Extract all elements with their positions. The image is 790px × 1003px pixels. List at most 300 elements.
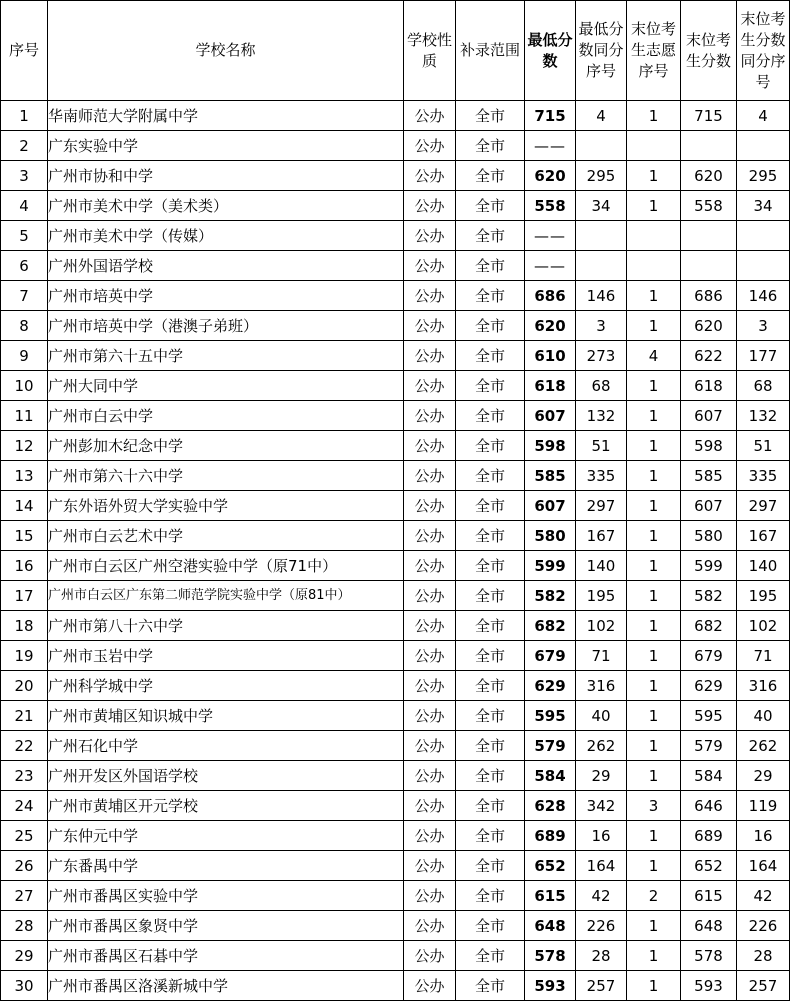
cell-last-score: 580 bbox=[681, 521, 737, 551]
cell-last-score: 689 bbox=[681, 821, 737, 851]
table-row bbox=[1, 371, 790, 401]
cell-scope: 全市 bbox=[456, 131, 525, 161]
cell-last-score: 585 bbox=[681, 461, 737, 491]
cell-no: 15 bbox=[1, 521, 48, 551]
cell-no: 7 bbox=[1, 281, 48, 311]
cell-school-type: 公办 bbox=[404, 131, 456, 161]
cell-scope: 全市 bbox=[456, 731, 525, 761]
cell-last-rank: 40 bbox=[737, 701, 790, 731]
header-school-type: 学校性质 bbox=[404, 1, 456, 101]
cell-last-wish: 1 bbox=[627, 161, 681, 191]
cell-scope: 全市 bbox=[456, 701, 525, 731]
cell-min-score: 620 bbox=[525, 311, 576, 341]
cell-min-score: 607 bbox=[525, 401, 576, 431]
cell-last-score: 618 bbox=[681, 371, 737, 401]
cell-min-rank: 16 bbox=[576, 821, 627, 851]
cell-min-rank: 146 bbox=[576, 281, 627, 311]
cell-school-name: 华南师范大学附属中学 bbox=[48, 101, 404, 131]
cell-min-rank bbox=[576, 251, 627, 281]
cell-last-rank: 132 bbox=[737, 401, 790, 431]
cell-min-rank: 102 bbox=[576, 611, 627, 641]
cell-school-type: 公办 bbox=[404, 491, 456, 521]
header-min-score: 最低分数 bbox=[525, 1, 576, 101]
cell-min-rank: 342 bbox=[576, 791, 627, 821]
cell-school-name: 广东实验中学 bbox=[48, 131, 404, 161]
cell-no: 10 bbox=[1, 371, 48, 401]
cell-min-rank: 71 bbox=[576, 641, 627, 671]
cell-scope: 全市 bbox=[456, 851, 525, 881]
cell-last-wish: 1 bbox=[627, 431, 681, 461]
cell-no: 11 bbox=[1, 401, 48, 431]
cell-school-type: 公办 bbox=[404, 431, 456, 461]
cell-last-wish: 1 bbox=[627, 641, 681, 671]
cell-last-wish: 1 bbox=[627, 581, 681, 611]
cell-no: 18 bbox=[1, 611, 48, 641]
cell-scope: 全市 bbox=[456, 911, 525, 941]
cell-scope: 全市 bbox=[456, 671, 525, 701]
cell-scope: 全市 bbox=[456, 311, 525, 341]
cell-min-score: 578 bbox=[525, 941, 576, 971]
table-row bbox=[1, 851, 790, 881]
cell-no: 14 bbox=[1, 491, 48, 521]
cell-no: 1 bbox=[1, 101, 48, 131]
header-last-score: 末位考生分数 bbox=[681, 1, 737, 101]
cell-last-wish: 1 bbox=[627, 701, 681, 731]
header-row bbox=[1, 1, 790, 101]
cell-school-type: 公办 bbox=[404, 701, 456, 731]
cell-school-name: 广州外国语学校 bbox=[48, 251, 404, 281]
cell-school-type: 公办 bbox=[404, 791, 456, 821]
table-row bbox=[1, 521, 790, 551]
cell-scope: 全市 bbox=[456, 251, 525, 281]
cell-min-rank: 167 bbox=[576, 521, 627, 551]
cell-school-type: 公办 bbox=[404, 521, 456, 551]
cell-min-rank: 132 bbox=[576, 401, 627, 431]
header-scope: 补录范围 bbox=[456, 1, 525, 101]
cell-min-rank bbox=[576, 221, 627, 251]
cell-last-score: 582 bbox=[681, 581, 737, 611]
cell-no: 6 bbox=[1, 251, 48, 281]
cell-school-name: 广州市白云区广东第二师范学院实验中学（原81中） bbox=[48, 581, 404, 611]
table-row bbox=[1, 881, 790, 911]
cell-min-score: 648 bbox=[525, 911, 576, 941]
table-row bbox=[1, 911, 790, 941]
cell-last-score: 622 bbox=[681, 341, 737, 371]
cell-no: 29 bbox=[1, 941, 48, 971]
cell-last-rank: 68 bbox=[737, 371, 790, 401]
cell-last-rank: 316 bbox=[737, 671, 790, 701]
table-row bbox=[1, 191, 790, 221]
cell-last-score: 578 bbox=[681, 941, 737, 971]
header-school-name: 学校名称 bbox=[48, 1, 404, 101]
cell-min-rank: 195 bbox=[576, 581, 627, 611]
cell-min-score: 558 bbox=[525, 191, 576, 221]
cell-last-score: 646 bbox=[681, 791, 737, 821]
cell-last-rank bbox=[737, 131, 790, 161]
cell-last-wish: 1 bbox=[627, 401, 681, 431]
table-row bbox=[1, 161, 790, 191]
cell-school-type: 公办 bbox=[404, 911, 456, 941]
table-row bbox=[1, 131, 790, 161]
cell-min-rank: 68 bbox=[576, 371, 627, 401]
cell-school-type: 公办 bbox=[404, 281, 456, 311]
cell-min-rank: 273 bbox=[576, 341, 627, 371]
cell-school-type: 公办 bbox=[404, 251, 456, 281]
cell-min-rank: 34 bbox=[576, 191, 627, 221]
cell-last-score: 593 bbox=[681, 971, 737, 1001]
cell-min-score: 580 bbox=[525, 521, 576, 551]
cell-last-score: 648 bbox=[681, 911, 737, 941]
cell-school-type: 公办 bbox=[404, 221, 456, 251]
cell-last-rank: 3 bbox=[737, 311, 790, 341]
table-row bbox=[1, 341, 790, 371]
cell-school-type: 公办 bbox=[404, 971, 456, 1001]
cell-school-name: 广州市白云中学 bbox=[48, 401, 404, 431]
cell-last-rank: 146 bbox=[737, 281, 790, 311]
cell-min-score: —— bbox=[525, 221, 576, 251]
cell-school-name: 广州市白云区广州空港实验中学（原71中） bbox=[48, 551, 404, 581]
cell-scope: 全市 bbox=[456, 941, 525, 971]
cell-no: 26 bbox=[1, 851, 48, 881]
cell-school-name: 广州市第八十六中学 bbox=[48, 611, 404, 641]
cell-scope: 全市 bbox=[456, 431, 525, 461]
cell-min-score: —— bbox=[525, 131, 576, 161]
cell-school-name: 广东番禺中学 bbox=[48, 851, 404, 881]
cell-school-name: 广州市培英中学 bbox=[48, 281, 404, 311]
table-row bbox=[1, 971, 790, 1001]
cell-school-name: 广州市黄埔区知识城中学 bbox=[48, 701, 404, 731]
cell-last-score: 629 bbox=[681, 671, 737, 701]
cell-last-score: 599 bbox=[681, 551, 737, 581]
cell-last-rank: 226 bbox=[737, 911, 790, 941]
cell-scope: 全市 bbox=[456, 161, 525, 191]
table-row bbox=[1, 731, 790, 761]
cell-school-type: 公办 bbox=[404, 761, 456, 791]
cell-no: 17 bbox=[1, 581, 48, 611]
cell-min-rank: 3 bbox=[576, 311, 627, 341]
cell-scope: 全市 bbox=[456, 881, 525, 911]
cell-school-type: 公办 bbox=[404, 341, 456, 371]
cell-min-score: 620 bbox=[525, 161, 576, 191]
cell-last-rank: 164 bbox=[737, 851, 790, 881]
cell-school-name: 广州市培英中学（港澳子弟班） bbox=[48, 311, 404, 341]
table-row bbox=[1, 701, 790, 731]
cell-last-score: 620 bbox=[681, 161, 737, 191]
cell-scope: 全市 bbox=[456, 971, 525, 1001]
table-row bbox=[1, 821, 790, 851]
cell-last-wish: 1 bbox=[627, 461, 681, 491]
cell-school-type: 公办 bbox=[404, 881, 456, 911]
cell-last-wish bbox=[627, 131, 681, 161]
cell-min-rank: 28 bbox=[576, 941, 627, 971]
cell-min-rank: 297 bbox=[576, 491, 627, 521]
cell-school-name: 广州市番禺区象贤中学 bbox=[48, 911, 404, 941]
cell-scope: 全市 bbox=[456, 221, 525, 251]
cell-min-score: 598 bbox=[525, 431, 576, 461]
cell-last-score: 679 bbox=[681, 641, 737, 671]
cell-last-score: 686 bbox=[681, 281, 737, 311]
cell-min-rank: 40 bbox=[576, 701, 627, 731]
cell-scope: 全市 bbox=[456, 521, 525, 551]
cell-min-rank: 140 bbox=[576, 551, 627, 581]
cell-last-rank: 167 bbox=[737, 521, 790, 551]
cell-last-rank: 28 bbox=[737, 941, 790, 971]
cell-min-rank: 316 bbox=[576, 671, 627, 701]
table-row bbox=[1, 611, 790, 641]
cell-last-rank: 71 bbox=[737, 641, 790, 671]
cell-no: 23 bbox=[1, 761, 48, 791]
cell-no: 25 bbox=[1, 821, 48, 851]
cell-last-wish: 1 bbox=[627, 191, 681, 221]
table-row bbox=[1, 551, 790, 581]
cell-no: 22 bbox=[1, 731, 48, 761]
cell-no: 28 bbox=[1, 911, 48, 941]
cell-last-wish: 1 bbox=[627, 911, 681, 941]
cell-school-name: 广州市黄埔区开元学校 bbox=[48, 791, 404, 821]
cell-last-wish: 1 bbox=[627, 941, 681, 971]
cell-last-rank: 42 bbox=[737, 881, 790, 911]
cell-scope: 全市 bbox=[456, 821, 525, 851]
cell-no: 20 bbox=[1, 671, 48, 701]
cell-no: 8 bbox=[1, 311, 48, 341]
cell-last-rank: 257 bbox=[737, 971, 790, 1001]
cell-last-wish: 1 bbox=[627, 101, 681, 131]
cell-no: 9 bbox=[1, 341, 48, 371]
cell-last-rank: 335 bbox=[737, 461, 790, 491]
cell-school-type: 公办 bbox=[404, 671, 456, 701]
cell-school-type: 公办 bbox=[404, 581, 456, 611]
cell-min-score: 593 bbox=[525, 971, 576, 1001]
cell-scope: 全市 bbox=[456, 401, 525, 431]
cell-min-rank: 226 bbox=[576, 911, 627, 941]
cell-last-rank: 16 bbox=[737, 821, 790, 851]
cell-no: 5 bbox=[1, 221, 48, 251]
cell-last-rank: 29 bbox=[737, 761, 790, 791]
header-last-rank: 末位考生分数同分序号 bbox=[737, 1, 790, 101]
cell-min-score: 585 bbox=[525, 461, 576, 491]
cell-last-rank: 119 bbox=[737, 791, 790, 821]
cell-scope: 全市 bbox=[456, 641, 525, 671]
cell-min-rank: 4 bbox=[576, 101, 627, 131]
cell-min-rank: 164 bbox=[576, 851, 627, 881]
table-row bbox=[1, 671, 790, 701]
cell-min-score: 610 bbox=[525, 341, 576, 371]
cell-last-rank: 140 bbox=[737, 551, 790, 581]
cell-last-score: 682 bbox=[681, 611, 737, 641]
cell-school-name: 广州彭加木纪念中学 bbox=[48, 431, 404, 461]
table-row bbox=[1, 641, 790, 671]
header-no: 序号 bbox=[1, 1, 48, 101]
cell-last-score: 595 bbox=[681, 701, 737, 731]
cell-scope: 全市 bbox=[456, 341, 525, 371]
cell-last-rank: 102 bbox=[737, 611, 790, 641]
cell-scope: 全市 bbox=[456, 101, 525, 131]
cell-last-rank: 295 bbox=[737, 161, 790, 191]
cell-school-name: 广州市第六十六中学 bbox=[48, 461, 404, 491]
cell-last-rank bbox=[737, 251, 790, 281]
cell-min-score: 679 bbox=[525, 641, 576, 671]
cell-school-type: 公办 bbox=[404, 461, 456, 491]
cell-min-score: 618 bbox=[525, 371, 576, 401]
table-row bbox=[1, 431, 790, 461]
cell-scope: 全市 bbox=[456, 491, 525, 521]
cell-last-wish: 1 bbox=[627, 851, 681, 881]
cell-last-score bbox=[681, 131, 737, 161]
cell-school-name: 广州市番禺区石碁中学 bbox=[48, 941, 404, 971]
header-min-rank: 最低分数同分序号 bbox=[576, 1, 627, 101]
cell-last-wish: 1 bbox=[627, 611, 681, 641]
cell-min-rank: 29 bbox=[576, 761, 627, 791]
table-row bbox=[1, 311, 790, 341]
cell-school-name: 广州石化中学 bbox=[48, 731, 404, 761]
cell-last-wish: 1 bbox=[627, 671, 681, 701]
cell-min-score: —— bbox=[525, 251, 576, 281]
cell-school-type: 公办 bbox=[404, 371, 456, 401]
cell-school-type: 公办 bbox=[404, 401, 456, 431]
cell-last-wish: 3 bbox=[627, 791, 681, 821]
cell-school-name: 广东外语外贸大学实验中学 bbox=[48, 491, 404, 521]
cell-min-rank: 51 bbox=[576, 431, 627, 461]
cell-no: 4 bbox=[1, 191, 48, 221]
cell-last-rank: 34 bbox=[737, 191, 790, 221]
cell-scope: 全市 bbox=[456, 551, 525, 581]
cell-min-rank: 295 bbox=[576, 161, 627, 191]
cell-last-score: 584 bbox=[681, 761, 737, 791]
cell-school-name: 广州市第六十五中学 bbox=[48, 341, 404, 371]
cell-school-name: 广州市美术中学（传媒） bbox=[48, 221, 404, 251]
cell-min-score: 615 bbox=[525, 881, 576, 911]
cell-no: 30 bbox=[1, 971, 48, 1001]
cell-min-rank: 257 bbox=[576, 971, 627, 1001]
cell-school-type: 公办 bbox=[404, 191, 456, 221]
cell-no: 27 bbox=[1, 881, 48, 911]
cell-school-name: 广州市协和中学 bbox=[48, 161, 404, 191]
cell-last-wish bbox=[627, 221, 681, 251]
cell-school-name: 广州市白云艺术中学 bbox=[48, 521, 404, 551]
cell-last-rank: 51 bbox=[737, 431, 790, 461]
cell-min-score: 582 bbox=[525, 581, 576, 611]
table-row bbox=[1, 401, 790, 431]
cell-last-score: 558 bbox=[681, 191, 737, 221]
table-row bbox=[1, 761, 790, 791]
cell-no: 24 bbox=[1, 791, 48, 821]
cell-min-rank bbox=[576, 131, 627, 161]
cell-school-type: 公办 bbox=[404, 611, 456, 641]
cell-school-type: 公办 bbox=[404, 821, 456, 851]
cell-scope: 全市 bbox=[456, 611, 525, 641]
header-last-wish: 末位考生志愿序号 bbox=[627, 1, 681, 101]
cell-last-score bbox=[681, 221, 737, 251]
cell-min-score: 595 bbox=[525, 701, 576, 731]
cell-school-name: 广州开发区外国语学校 bbox=[48, 761, 404, 791]
cell-last-wish: 1 bbox=[627, 971, 681, 1001]
table-row bbox=[1, 251, 790, 281]
cell-min-score: 689 bbox=[525, 821, 576, 851]
cell-min-score: 584 bbox=[525, 761, 576, 791]
cell-min-score: 686 bbox=[525, 281, 576, 311]
cell-school-name: 广州科学城中学 bbox=[48, 671, 404, 701]
cell-last-score bbox=[681, 251, 737, 281]
cell-school-name: 广州市美术中学（美术类） bbox=[48, 191, 404, 221]
cell-school-name: 广州市玉岩中学 bbox=[48, 641, 404, 671]
table-row bbox=[1, 101, 790, 131]
cell-min-rank: 42 bbox=[576, 881, 627, 911]
cell-no: 2 bbox=[1, 131, 48, 161]
table-row bbox=[1, 581, 790, 611]
table-body bbox=[1, 101, 790, 1001]
cell-last-wish bbox=[627, 251, 681, 281]
cell-last-wish: 1 bbox=[627, 551, 681, 581]
cell-scope: 全市 bbox=[456, 371, 525, 401]
cell-min-score: 652 bbox=[525, 851, 576, 881]
cell-school-type: 公办 bbox=[404, 311, 456, 341]
cell-last-wish: 1 bbox=[627, 371, 681, 401]
cell-min-score: 715 bbox=[525, 101, 576, 131]
cell-school-type: 公办 bbox=[404, 161, 456, 191]
table-row bbox=[1, 281, 790, 311]
cell-min-score: 599 bbox=[525, 551, 576, 581]
cell-school-name: 广东仲元中学 bbox=[48, 821, 404, 851]
table-row bbox=[1, 941, 790, 971]
cell-school-type: 公办 bbox=[404, 941, 456, 971]
cell-school-type: 公办 bbox=[404, 551, 456, 581]
cell-min-score: 579 bbox=[525, 731, 576, 761]
cell-no: 21 bbox=[1, 701, 48, 731]
cell-scope: 全市 bbox=[456, 191, 525, 221]
table-row bbox=[1, 221, 790, 251]
cell-school-name: 广州大同中学 bbox=[48, 371, 404, 401]
cell-school-type: 公办 bbox=[404, 641, 456, 671]
cell-school-type: 公办 bbox=[404, 101, 456, 131]
cell-scope: 全市 bbox=[456, 761, 525, 791]
cell-last-wish: 1 bbox=[627, 731, 681, 761]
cell-school-name: 广州市番禺区实验中学 bbox=[48, 881, 404, 911]
cell-last-score: 715 bbox=[681, 101, 737, 131]
cell-last-wish: 1 bbox=[627, 311, 681, 341]
cell-last-rank: 195 bbox=[737, 581, 790, 611]
cell-last-rank bbox=[737, 221, 790, 251]
cell-scope: 全市 bbox=[456, 581, 525, 611]
cell-last-wish: 1 bbox=[627, 281, 681, 311]
cell-min-rank: 262 bbox=[576, 731, 627, 761]
cell-min-score: 607 bbox=[525, 491, 576, 521]
cell-last-wish: 1 bbox=[627, 821, 681, 851]
cell-scope: 全市 bbox=[456, 791, 525, 821]
cell-min-score: 628 bbox=[525, 791, 576, 821]
cell-last-score: 607 bbox=[681, 491, 737, 521]
cell-last-score: 652 bbox=[681, 851, 737, 881]
table-row bbox=[1, 491, 790, 521]
cell-last-score: 620 bbox=[681, 311, 737, 341]
cell-scope: 全市 bbox=[456, 281, 525, 311]
cell-min-score: 629 bbox=[525, 671, 576, 701]
cell-last-score: 607 bbox=[681, 401, 737, 431]
cell-no: 3 bbox=[1, 161, 48, 191]
cell-last-wish: 1 bbox=[627, 491, 681, 521]
cell-school-name: 广州市番禺区洛溪新城中学 bbox=[48, 971, 404, 1001]
cell-last-wish: 4 bbox=[627, 341, 681, 371]
cell-last-rank: 297 bbox=[737, 491, 790, 521]
cell-last-rank: 4 bbox=[737, 101, 790, 131]
cell-no: 12 bbox=[1, 431, 48, 461]
cell-last-score: 598 bbox=[681, 431, 737, 461]
cell-last-rank: 177 bbox=[737, 341, 790, 371]
cell-last-wish: 1 bbox=[627, 761, 681, 791]
cell-last-rank: 262 bbox=[737, 731, 790, 761]
table-row bbox=[1, 791, 790, 821]
cell-school-type: 公办 bbox=[404, 851, 456, 881]
cell-min-rank: 335 bbox=[576, 461, 627, 491]
